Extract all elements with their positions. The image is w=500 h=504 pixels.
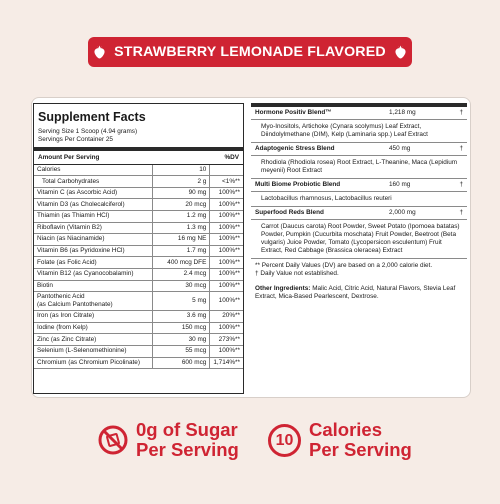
nutrient-dv: 100%**	[210, 322, 243, 334]
nutrient-name-text: Vitamin B6 (as Pyridoxine HCl)	[37, 247, 125, 255]
nutrient-dv: <1%**	[210, 176, 243, 188]
nutrient-dv: 273%**	[210, 334, 243, 346]
nutrient-amount: 10	[153, 165, 210, 176]
footnote-dagger: † Daily Value not established.	[255, 270, 339, 277]
blend-amount: 160 mg	[389, 181, 411, 188]
nutrient-name-text: Thiamin (as Thiamin HCl)	[37, 212, 110, 220]
calorie-badge-number: 10	[275, 431, 294, 449]
nutrient-row	[34, 211, 243, 223]
supplement-facts-title: Supplement Facts	[38, 110, 146, 124]
nutrient-name-text: Niacin (as Niacinamide)	[37, 235, 105, 243]
blend-dv: †	[459, 145, 463, 152]
flavor-banner	[88, 37, 412, 67]
amount-per-serving-label: Amount Per Serving	[38, 153, 100, 161]
facts-header	[34, 151, 243, 165]
strawberry-icon	[93, 45, 106, 59]
nutrient-amount: 150 mcg	[153, 322, 210, 334]
nutrient-dv: 100%**	[210, 187, 243, 199]
calorie-badge	[268, 424, 301, 457]
nutrient-name-text: Zinc (as Zinc Citrate)	[37, 335, 97, 343]
nutrient-name-text: Biotin	[37, 281, 53, 289]
nutrient-name	[34, 211, 153, 223]
nutrient-dv	[210, 165, 243, 176]
nutrient-name	[34, 357, 153, 369]
nutrient-dv: 100%**	[210, 345, 243, 357]
sugar-claim-line1: 0g of Sugar	[136, 419, 238, 440]
nutrient-name-text: Vitamin D3 (as Cholecalciferol)	[37, 200, 125, 208]
nutrient-name	[34, 245, 153, 257]
nutrient-name-text: Total Carbohydrates	[42, 177, 100, 185]
nutrient-row	[34, 234, 243, 246]
blend-list	[251, 107, 467, 259]
blend-dv: †	[459, 109, 463, 116]
footnotes	[251, 259, 467, 281]
sugar-claim-line2: Per Serving	[136, 439, 239, 461]
nutrient-name	[34, 311, 153, 323]
nutrient-row	[34, 268, 243, 280]
nutrient-dv: 100%**	[210, 292, 243, 311]
nutrient-row	[34, 165, 243, 176]
nutrient-row	[34, 292, 243, 311]
nutrient-name	[34, 165, 153, 176]
blend-dv: †	[459, 209, 463, 216]
nutrient-dv: 20%**	[210, 311, 243, 323]
nutrient-name-text: Selenium (L-Selenomethionine)	[37, 347, 127, 355]
strawberry-icon	[394, 45, 407, 59]
nutrient-amount: 2.4 mcg	[153, 268, 210, 280]
calorie-claim-line1: Calories	[309, 419, 383, 440]
nutrient-name	[34, 199, 153, 211]
nutrient-dv: 100%**	[210, 268, 243, 280]
blend-ingredients: Rhodiola (Rhodiola rosea) Root Extract, L-Theanine, Maca (Lepidium meyenii) Root Extract	[251, 156, 467, 179]
nutrient-amount: 3.6 mg	[153, 311, 210, 323]
blend-ingredients: Carrot (Daucus carota) Root Powder, Sweet Potato (Ipomoea batatas) Powder, Pumpkin (Cucurbita moschata) Fruit Powder, Beetroot (Beta vulgaris) Juice Powder, Tomato (Lycopersicon esculentum) Fruit Extract, Red Cabbage (Brassica oleracea) Extract	[251, 220, 467, 259]
other-ingredients-text: Malic Acid, Citric Acid, Natural Flavors, Stevia Leaf Extract, Mica-Based Pearlescent, Dextrose.	[255, 285, 456, 300]
banner-title: STRAWBERRY LEMONADE FLAVORED	[114, 44, 386, 60]
blend-ingredients: Lactobacillus rhamnosus, Lactobacillus reuteri	[251, 192, 467, 207]
nutrient-name	[34, 280, 153, 292]
nutrient-name	[34, 345, 153, 357]
blend-row	[251, 179, 467, 192]
nutrient-row	[34, 311, 243, 323]
nutrient-dv: 100%**	[210, 245, 243, 257]
nutrient-name	[34, 292, 153, 311]
blend-name: Hormone Positiv Blend™	[255, 109, 332, 116]
nutrient-name-text: Calories	[37, 165, 61, 173]
nutrient-name-text: Folate (as Folic Acid)	[37, 258, 97, 266]
nutrient-name	[34, 322, 153, 334]
nutrient-amount: 30 mcg	[153, 280, 210, 292]
nutrient-dv: 100%**	[210, 199, 243, 211]
nutrient-row	[34, 187, 243, 199]
nutrient-name-text: Vitamin B12 (as Cyanocobalamin)	[37, 270, 134, 278]
nutrient-dv: 100%**	[210, 257, 243, 269]
nutrient-dv: 1,714%**	[210, 357, 243, 369]
blend-row	[251, 207, 467, 220]
nutrient-name-text: Riboflavin (Vitamin B2)	[37, 223, 102, 231]
nutrient-name-text: Iron (as Iron Citrate)	[37, 312, 95, 320]
other-ingredients	[251, 281, 467, 305]
nutrient-row	[34, 199, 243, 211]
blend-name: Superfood Reds Blend	[255, 209, 324, 216]
serving-size: Serving Size 1 Scoop (4.94 grams)	[38, 127, 138, 135]
nutrient-amount: 400 mcg DFE	[153, 257, 210, 269]
nutrient-name-source: (as Calcium Pantothenate)	[37, 301, 113, 309]
servings-per-container: Servings Per Container 25	[38, 135, 113, 143]
footnote-dv: ** Percent Daily Values (DV) are based on a 2,000 calorie diet.	[255, 262, 433, 269]
nutrient-amount: 90 mg	[153, 187, 210, 199]
nutrient-name	[34, 222, 153, 234]
nutrient-dv: 100%**	[210, 222, 243, 234]
blend-amount: 450 mg	[389, 145, 411, 152]
nutrient-amount: 20 mcg	[153, 199, 210, 211]
nutrient-row	[34, 257, 243, 269]
blend-amount: 2,000 mg	[389, 209, 416, 216]
nutrient-name-text: Pantothenic Acid	[37, 293, 85, 301]
nutrient-amount: 30 mg	[153, 334, 210, 346]
nutrient-amount: 1.2 mg	[153, 211, 210, 223]
no-sugar-icon	[98, 424, 128, 456]
nutrient-amount: 1.3 mg	[153, 222, 210, 234]
nutrient-amount: 1.7 mg	[153, 245, 210, 257]
nutrient-amount: 55 mcg	[153, 345, 210, 357]
nutrient-name-text: Iodine (from Kelp)	[37, 324, 88, 332]
nutrient-name	[34, 176, 153, 188]
nutrient-amount: 600 mcg	[153, 357, 210, 369]
calorie-claim	[268, 420, 412, 461]
other-ingredients-label: Other Ingredients:	[255, 285, 311, 292]
blend-name: Adaptogenic Stress Blend	[255, 145, 335, 152]
nutrient-name	[34, 257, 153, 269]
blend-row	[251, 107, 467, 120]
calorie-claim-line2: Per Serving	[309, 439, 412, 461]
blend-ingredients: Myo-Inositols, Artichoke (Cynara scolymus) Leaf Extract, Diindolylmethane (DIM), Kelp (Laminaria spp.) Leaf Extract	[251, 120, 467, 143]
nutrient-dv: 100%**	[210, 280, 243, 292]
nutrient-row	[34, 334, 243, 346]
nutrient-name	[34, 187, 153, 199]
supplement-facts-panel	[33, 103, 244, 394]
blend-name: Multi Biome Probiotic Blend	[255, 181, 341, 188]
nutrient-name-text: Chromium (as Chromium Picolinate)	[37, 358, 140, 366]
nutrient-row	[34, 345, 243, 357]
blend-row	[251, 143, 467, 156]
blend-dv: †	[459, 181, 463, 188]
nutrient-amount: 2 g	[153, 176, 210, 188]
sugar-claim	[98, 420, 239, 461]
nutrient-name	[34, 268, 153, 280]
nutrient-table	[34, 165, 243, 370]
nutrient-dv: 100%**	[210, 211, 243, 223]
dv-label: %DV	[224, 153, 239, 161]
nutrient-name-text: Vitamin C (as Ascorbic Acid)	[37, 189, 118, 197]
nutrient-amount: 16 mg NE	[153, 234, 210, 246]
nutrient-row	[34, 280, 243, 292]
nutrient-row	[34, 245, 243, 257]
nutrient-name	[34, 234, 153, 246]
blends-panel	[251, 103, 467, 392]
nutrient-row	[34, 176, 243, 188]
nutrient-dv: 100%**	[210, 234, 243, 246]
nutrient-amount: 5 mg	[153, 292, 210, 311]
nutrient-name	[34, 334, 153, 346]
nutrient-row	[34, 222, 243, 234]
blend-amount: 1,218 mg	[389, 109, 416, 116]
nutrient-row	[34, 357, 243, 369]
nutrient-row	[34, 322, 243, 334]
